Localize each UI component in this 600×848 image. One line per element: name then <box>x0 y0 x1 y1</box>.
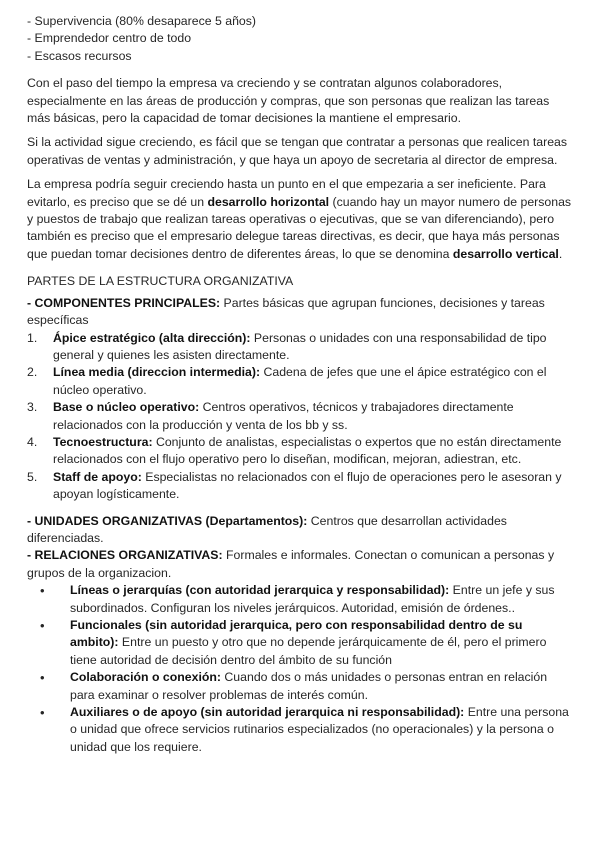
relations-label: - RELACIONES ORGANIZATIVAS: <box>27 548 223 563</box>
components-intro <box>27 295 574 330</box>
list-item <box>27 704 574 756</box>
item-number: 5. <box>27 469 38 484</box>
paragraph-growth: Con el paso del tiempo la empresa va creciendo y se contratan algunos colaboradores, especialmente en las áreas de producción y compras, que son personas que realizan las tareas más básicas, pero la capacidad de tomar decisiones la mantiene el empresario. <box>27 76 550 126</box>
units-label: - UNIDADES ORGANIZATIVAS (Departamentos): <box>27 513 308 528</box>
components-text: Partes básicas que agrupan funciones, decisiones y tareas específicas <box>27 295 545 328</box>
item-text: Cadena de jefes que une el ápice estratégico con el núcleo operativo. <box>53 365 547 397</box>
item-term: Base o núcleo operativo: <box>53 400 200 415</box>
item-number: 2. <box>27 365 38 380</box>
relations-list <box>27 582 574 756</box>
bullet-icon: • <box>40 670 45 686</box>
item-term: Tecnoestructura: <box>53 434 153 449</box>
list-item <box>27 399 574 434</box>
relations-text: Formales e informales. Conectan o comunican a personas y grupos de la organizacion. <box>27 548 555 580</box>
item-term: Línea media (direccion intermedia): <box>53 365 261 380</box>
components-list <box>27 330 574 504</box>
list-item <box>27 669 574 704</box>
bullet-icon: • <box>40 618 45 633</box>
paragraph-activity: Si la actividad sigue creciendo, es fácil que se tengan que contratar a personas que realicen tareas operativas de ventas y administración, y que haya un apoyo de secretaria al director de empresa. <box>27 135 568 167</box>
paragraph-development <box>27 176 574 263</box>
list-item <box>27 582 574 617</box>
item-term: Funcionales (sin autoridad jerarquica, pero con responsabilidad dentro de su ambito): <box>70 618 523 650</box>
intro-list-item: - Emprendedor centro de todo <box>27 31 192 46</box>
item-term: Auxiliares o de apoyo (sin autoridad jerarquica ni responsabilidad): <box>70 705 465 720</box>
item-number: 3. <box>27 400 38 415</box>
intro-list-item: - Supervivencia (80% desaparece 5 años) <box>27 14 256 28</box>
term-vertical: desarrollo vertical <box>452 246 559 261</box>
list-item <box>27 364 574 399</box>
item-number: 4. <box>27 434 38 449</box>
item-text: Centros operativos, técnicos y trabajadores directamente relacionados con la producción y venta de los bb y ss. <box>53 400 514 432</box>
list-item <box>27 617 574 669</box>
bullet-icon: • <box>40 705 45 721</box>
components-label: - COMPONENTES PRINCIPALES: <box>27 295 221 310</box>
text-span: . <box>558 246 563 261</box>
item-text: Entre un puesto y otro que no depende jerárquicamente de él, pero el primero tiene autoridad de decisión dentro del ámbito de su función <box>70 635 547 667</box>
list-item <box>27 434 574 469</box>
item-text: Entre un jefe y sus subordinados. Configuran los niveles jerárquicos. Autoridad, emisión de órdenes.. <box>70 583 555 615</box>
intro-list <box>27 13 574 65</box>
bullet-icon: • <box>40 583 45 599</box>
item-term: Colaboración o conexión: <box>70 670 221 685</box>
item-text: Entre una persona o unidad que ofrece servicios rutinarios especializados (no operacionales) y la persona o unidad que los requiere. <box>70 705 569 754</box>
relations-intro <box>27 547 574 582</box>
item-term: Líneas o jerarquías (con autoridad jerarquica y responsabilidad): <box>70 583 450 598</box>
text-span: La empresa podría seguir creciendo hasta un punto en el que empezaria a ser ineficiente. Para evitarlo, es preciso que se dé un <box>27 177 546 209</box>
section-heading: PARTES DE LA ESTRUCTURA ORGANIZATIVA <box>27 274 294 289</box>
item-term: Staff de apoyo: <box>53 469 142 484</box>
item-number: 1. <box>27 330 38 345</box>
intro-list-item: - Escasos recursos <box>27 48 132 63</box>
item-text: Cuando dos o más unidades o personas entran en relación para examinar o resolver problemas de interés común. <box>70 670 548 702</box>
units-paragraph <box>27 513 574 548</box>
item-text: Conjunto de analistas, especialistas o expertos que no están directamente relacionados con el flujo operativo pero lo diseñan, modifican, mejoran, adiestran, etc. <box>53 434 562 467</box>
item-term: Ápice estratégico (alta dirección): <box>53 330 251 345</box>
item-text: Personas o unidades con una responsabilidad de tipo general y quienes les asisten directamente. <box>53 330 547 362</box>
list-item <box>27 330 574 365</box>
list-item <box>27 469 574 504</box>
text-span: (cuando hay un mayor numero de personas y puestos de trabajo que realizan tareas operativas o ejecutivas, que se van diferenciando), pero también es preciso que el empresario delegue tareas directivas, es decir, que haya más personas que puedan tomar decisiones dentro de diferentes áreas, lo que se denomina <box>27 194 572 261</box>
term-horizontal: desarrollo horizontal <box>207 194 330 209</box>
item-text: Especialistas no relacionados con el flujo de operaciones pero le asesoran y apoyan logísticamente. <box>53 469 562 502</box>
units-text: Centros que desarrollan actividades diferenciadas. <box>27 513 507 545</box>
